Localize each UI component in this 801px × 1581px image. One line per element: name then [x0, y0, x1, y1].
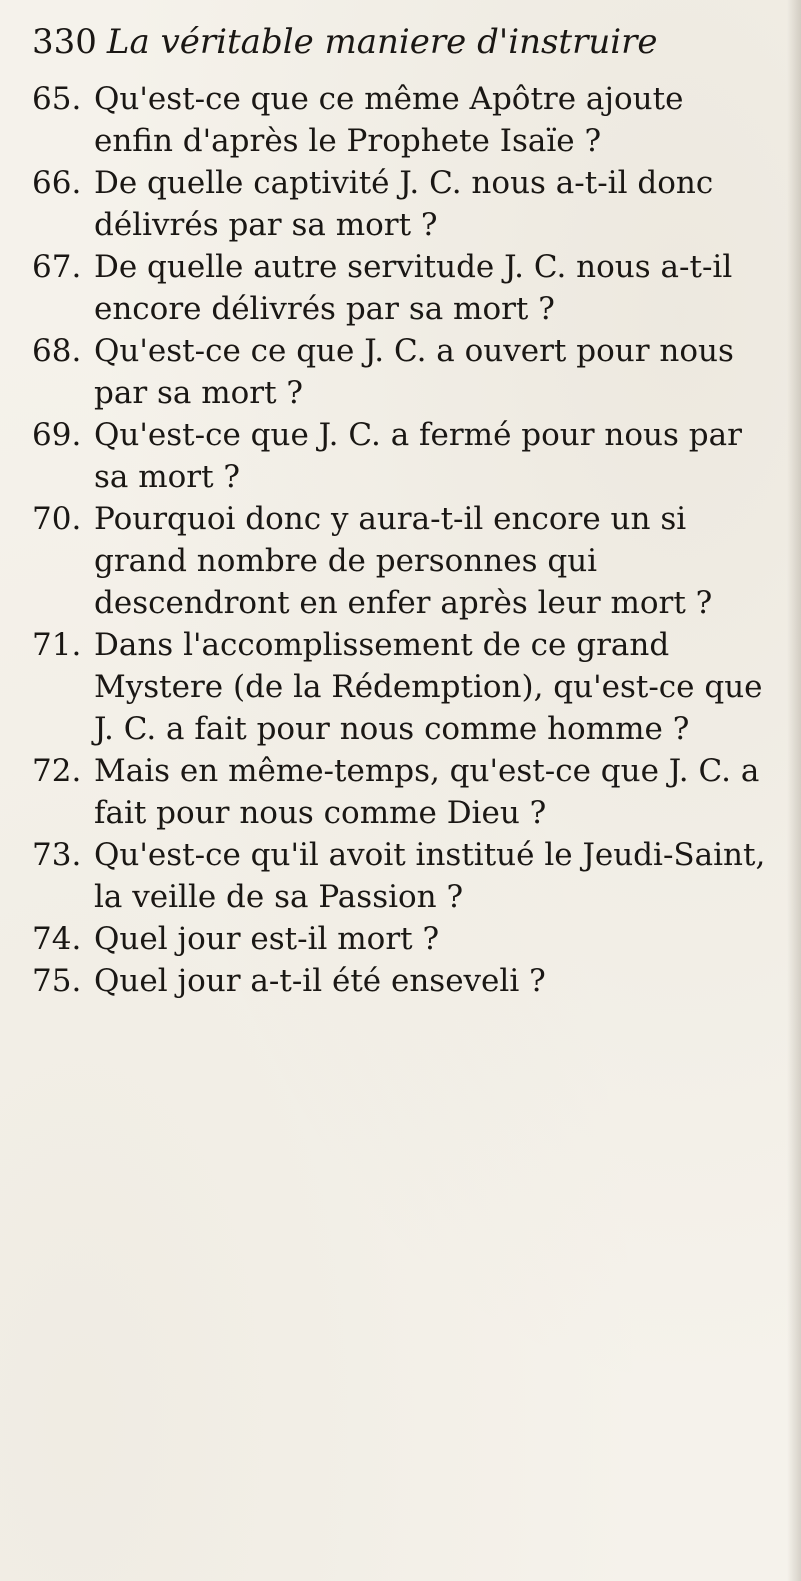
question-67 — [32, 246, 772, 330]
question-text: Quel jour a-t-il été enseveli ? — [94, 963, 546, 999]
question-number: 74. — [32, 921, 82, 957]
question-text: Pourquoi donc y aura-t-il encore un si grand nombre de personnes qui descendront en enfer après leur mort ? — [94, 501, 713, 621]
question-72 — [32, 750, 772, 834]
question-number: 71. — [32, 627, 82, 663]
question-text: Qu'est-ce que J. C. a fermé pour nous par sa mort ? — [94, 417, 742, 495]
question-text: Qu'est-ce ce que J. C. a ouvert pour nous par sa mort ? — [94, 333, 734, 411]
page-edge-shadow — [787, 0, 801, 1581]
question-75 — [32, 960, 772, 1002]
running-header — [32, 22, 658, 62]
question-number: 73. — [32, 837, 82, 873]
question-text: De quelle autre servitude J. C. nous a-t-il encore délivrés par sa mort ? — [94, 249, 733, 327]
question-70 — [32, 498, 772, 624]
question-73 — [32, 834, 772, 918]
question-text: Dans l'accomplissement de ce grand Mystere (de la Rédemption), qu'est-ce que J. C. a fait pour nous comme homme ? — [94, 627, 763, 747]
question-number: 65. — [32, 81, 82, 117]
question-68 — [32, 330, 772, 414]
question-number: 66. — [32, 165, 82, 201]
question-71 — [32, 624, 772, 750]
question-text: Mais en même-temps, qu'est-ce que J. C. a fait pour nous comme Dieu ? — [94, 753, 760, 831]
question-74 — [32, 918, 772, 960]
question-65 — [32, 78, 772, 162]
question-number: 75. — [32, 963, 82, 999]
question-number: 69. — [32, 417, 82, 453]
question-number: 70. — [32, 501, 82, 537]
question-text: Qu'est-ce que ce même Apôtre ajoute enfin d'après le Prophete Isaïe ? — [94, 81, 684, 159]
question-text: Quel jour est-il mort ? — [94, 921, 440, 957]
question-number: 67. — [32, 249, 82, 285]
question-66 — [32, 162, 772, 246]
question-text: Qu'est-ce qu'il avoit institué le Jeudi-Saint, la veille de sa Passion ? — [94, 837, 766, 915]
running-title: La véritable maniere d'instruire — [106, 22, 658, 62]
question-text: De quelle captivité J. C. nous a-t-il donc délivrés par sa mort ? — [94, 165, 714, 243]
question-69 — [32, 414, 772, 498]
question-number: 72. — [32, 753, 82, 789]
question-list — [32, 78, 772, 1002]
page-number: 330 — [32, 22, 97, 62]
question-number: 68. — [32, 333, 82, 369]
